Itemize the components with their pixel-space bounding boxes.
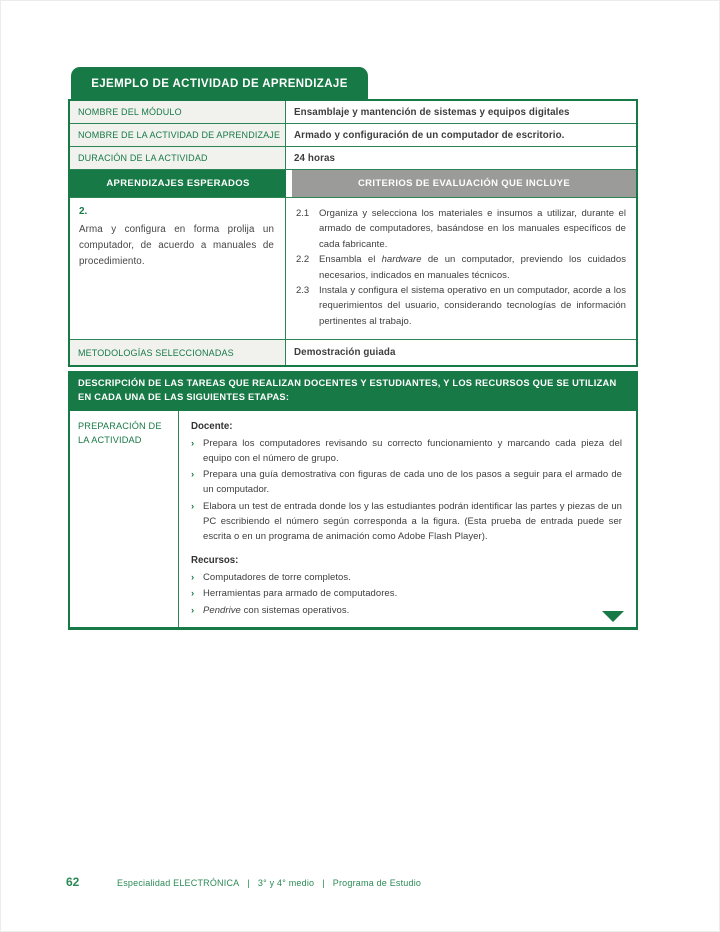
continuation-arrow-icon	[602, 611, 624, 622]
bullet-icon: ›	[191, 437, 195, 449]
docente-item-text: Elabora un test de entrada donde los y las estudiantes podrán identificar las partes y piezas de un PC escribiendo el número según corresponda a la figura. (Esta prueba de entrada puede ser escrita o en un programa de animación como Adobe Flash Player).	[203, 500, 622, 542]
activity-example-tab	[71, 67, 368, 100]
docente-item-text: Prepara una guía demostrativa con figuras de cada uno de los pasos a seguir para el armado de un computador.	[203, 469, 622, 496]
footer-separator: |	[322, 878, 325, 888]
criterion-number: 2.3	[296, 284, 310, 296]
preparation-content	[179, 411, 636, 627]
methodology-value: Demostración guiada	[294, 347, 396, 358]
table-row-methodology	[70, 340, 636, 365]
recursos-list-item	[191, 570, 622, 585]
footer-segment: 3° y 4° medio	[257, 878, 315, 888]
recursos-item-text	[203, 603, 622, 618]
criterion-text	[319, 252, 626, 283]
page-footer	[66, 875, 421, 889]
bullet-icon: ›	[191, 469, 195, 481]
recursos-item-text	[203, 570, 622, 585]
criterion-item	[296, 206, 626, 252]
criterion-text	[319, 283, 626, 329]
docente-item-text: Prepara los computadores revisando su correcto funcionamiento y marcando cada pieza del equipo con el número de grupo.	[203, 437, 622, 464]
recursos-list-item	[191, 586, 622, 601]
table-row-activity-name	[70, 124, 636, 147]
criterion-text-part: de un computador, previendo los cuidados necesarios, indicados en manuales técnicos.	[319, 254, 626, 281]
activity-table	[68, 99, 638, 630]
aprendizajes-column-header: APRENDIZAJES ESPERADOS	[70, 170, 286, 197]
docente-heading: Docente:	[191, 420, 233, 432]
duration-label: DURACIÓN DE LA ACTIVIDAD	[70, 147, 286, 169]
criterion-number: 2.2	[296, 254, 310, 266]
recursos-text-part: Computadores de torre completos.	[203, 572, 351, 584]
criterion-item	[296, 252, 626, 283]
footer-text	[117, 878, 421, 888]
criterion-italic-part: hardware	[381, 254, 422, 266]
recursos-text-part: con sistemas operativos.	[240, 604, 350, 616]
footer-separator: |	[247, 878, 250, 888]
module-value: Ensamblaje y mantención de sistemas y equipos digitales	[294, 106, 570, 118]
description-banner	[68, 371, 638, 411]
criterion-text	[319, 206, 626, 252]
column-header-row	[70, 170, 636, 198]
aprendizaje-text: Arma y configura en forma prolija un computador, de acuerdo a manuales de procedimiento.	[79, 224, 274, 267]
docente-list-item	[191, 436, 622, 466]
docente-list-item	[191, 499, 622, 545]
table-upper-section	[68, 99, 638, 367]
criterion-number: 2.1	[296, 208, 310, 219]
criterion-text-part: Ensambla el	[319, 254, 382, 266]
aprendizaje-criterios-row	[70, 198, 636, 340]
aprendizaje-number: 2.	[79, 206, 88, 217]
tab-title: EJEMPLO DE ACTIVIDAD DE APRENDIZAJE	[91, 77, 348, 90]
criterion-text-part: Organiza y selecciona los materiales e insumos a utilizar, durante el armado de computadores, basándose en los manuales específicos de cada fabricante.	[319, 208, 626, 250]
module-label: NOMBRE DEL MÓDULO	[70, 101, 286, 123]
recursos-italic-part: Pendrive	[203, 604, 241, 616]
recursos-heading: Recursos:	[191, 555, 239, 567]
page-number: 62	[66, 875, 80, 889]
bullet-icon: ›	[191, 588, 195, 600]
preparation-section	[68, 411, 638, 630]
table-row-module	[70, 101, 636, 124]
preparation-label: PREPARACIÓN DE LA ACTIVIDAD	[70, 411, 179, 627]
docente-list-item	[191, 467, 622, 497]
criterion-item	[296, 283, 626, 329]
description-banner-text: DESCRIPCIÓN DE LAS TAREAS QUE REALIZAN DOCENTES Y ESTUDIANTES, Y LOS RECURSOS QUE SE UTILIZAN EN CADA UNA DE LAS SIGUIENTES ETAPAS:	[78, 378, 617, 403]
duration-value: 24 horas	[294, 152, 336, 164]
footer-segment: Programa de Estudio	[332, 878, 422, 888]
criterios-cell	[286, 198, 636, 339]
methodology-label: METODOLOGÍAS SELECCIONADAS	[70, 340, 286, 365]
criterios-column-header: CRITERIOS DE EVALUACIÓN QUE INCLUYE	[292, 170, 636, 197]
recursos-item-text	[203, 586, 622, 601]
recursos-text-part: Herramientas para armado de computadores.	[203, 588, 398, 600]
table-row-duration	[70, 147, 636, 170]
aprendizaje-cell	[70, 198, 286, 339]
recursos-list-item	[191, 603, 622, 618]
bullet-icon: ›	[191, 500, 195, 512]
activity-name-value: Armado y configuración de un computador de escritorio.	[294, 129, 565, 141]
activity-name-label: NOMBRE DE LA ACTIVIDAD DE APRENDIZAJE	[70, 124, 286, 146]
criterion-text-part: Instala y configura el sistema operativo en un computador, acorde a los requerimientos del usuario, considerando tecnologías de información pertinentes al trabajo.	[319, 284, 626, 327]
bullet-icon: ›	[191, 572, 195, 584]
footer-segment: Especialidad ELECTRÓNICA	[117, 878, 240, 888]
bullet-icon: ›	[191, 604, 195, 616]
